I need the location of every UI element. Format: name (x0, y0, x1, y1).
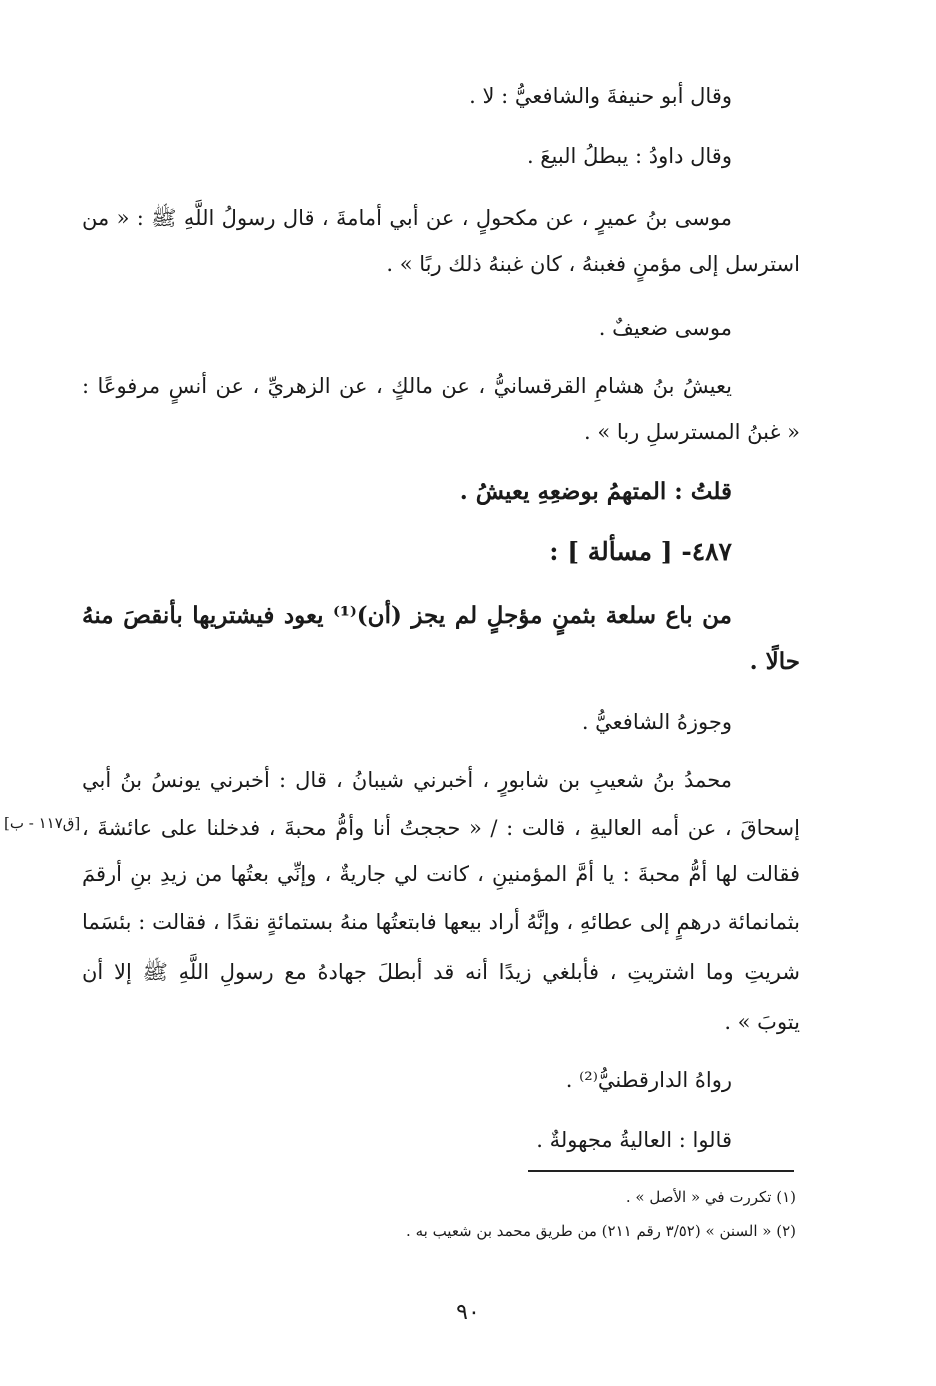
text-line: موسى ضعيفٌ . (598, 316, 732, 340)
text-line: إسحاقَ ، عن أمه العاليةِ ، قالت : / « حججتُ أنا وأمُّ محبةَ ، فدخلنا على عائشةَ ، (82, 816, 800, 840)
text-line: فقالت لها أمُّ محبةَ : يا أمَّ المؤمنينِ ، كانت لي جاريةٌ ، وإنِّي بعتُها من زيدِ بنِ أرقمَ (82, 862, 800, 886)
footnote: (٢) « السنن » (٣/٥٢ رقم ٢١١) من طريق محمد بن شعيب به . (406, 1222, 796, 1240)
text-line: استرسل إلى مؤمنٍ فغبنهُ ، كان غبنهُ ذلك ربًا » . (386, 252, 800, 276)
text-line: وجوزهُ الشافعيُّ . (581, 710, 732, 734)
footnote: (١) تكررت في « الأصل » . (625, 1188, 796, 1206)
text-line: رواهُ الدارقطنيُّ⁽²⁾ . (565, 1068, 732, 1092)
manuscript-folio-note: [ق١١٧ - ب] (4, 814, 81, 832)
issue-text: حالًا . (749, 648, 800, 675)
text-line: يتوبَ » . (724, 1010, 800, 1034)
text-line: وقال أبو حنيفةَ والشافعيُّ : لا . (469, 84, 732, 108)
text-line: وقال داودُ : يبطلُ البيعَ . (526, 144, 732, 168)
text-line: « غبنُ المسترسلِ ربا » . (584, 420, 800, 444)
issue-text: من باع سلعة بثمنٍ مؤجلٍ لم يجز (أن)⁽¹⁾ يعود فيشتريها بأنقصَ منهُ (82, 602, 733, 629)
issue-heading: ٤٨٧- [ مسألة ] : (549, 537, 732, 566)
text-line: قالوا : العاليةُ مجهولةٌ . (536, 1128, 732, 1152)
footnote-separator (528, 1170, 794, 1172)
editor-comment: قلتُ : المتهمُ بوضعِهِ يعيشُ . (459, 478, 732, 505)
page-number: ٩٠ (456, 1300, 480, 1325)
main-text (82, 0, 800, 1160)
text-line: شريتِ وما اشتريتِ ، فأبلغي زيدًا أنه قد أبطلَ جهادهُ مع رسولِ اللَّهِ ﷺ إلا أن (82, 960, 800, 984)
text-line: يعيشُ بنُ هشامِ القرقسانيُّ ، عن مالكٍ ، عن الزهريِّ ، عن أنسٍ مرفوعًا : (82, 374, 732, 398)
text-line: محمدُ بنُ شعيبِ بن شابورٍ ، أخبرني شيبانُ ، قال : أخبرني يونسُ بنُ أبي (82, 768, 732, 792)
text-line: بثمانمائة درهمٍ إلى عطائهِ ، وإنَّهُ أراد بيعها فابتعتُها منهُ بستمائةٍ نقدًا ، فقالت : بئسَما (82, 910, 800, 934)
text-line: موسى بنُ عميرٍ ، عن مكحولٍ ، عن أبي أمامةَ ، قال رسولُ اللَّهِ ﷺ : « من (82, 206, 732, 230)
